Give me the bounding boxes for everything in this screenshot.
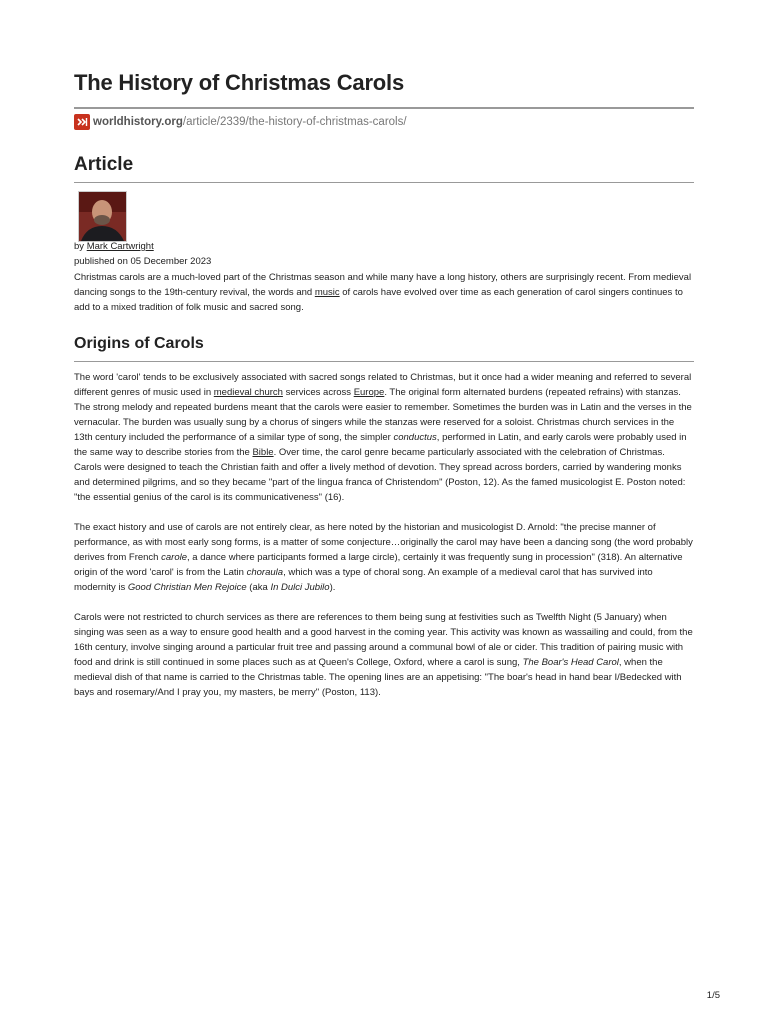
page-number: 1/5 — [706, 990, 720, 1001]
body-paragraph-2: The exact history and use of carols are not entirely clear, as here noted by the historian and musicologist D. Arnold: "the precise manner of performance, as with most early song forms, is a matter of some conjecture…originally the carol may have been a dancing song (the word probably derives from French carole, a dance where participants formed a large circle), certainly it was frequently sung in procession" (318). An alternative origin of the word 'carol' is from the Latin choraula, which was a type of choral song. An example of a medieval carol that has survived into modernity is Good Christian Men Rejoice (aka In Dulci Jubilo). — [74, 522, 693, 593]
source-domain[interactable]: worldhistory.org — [93, 116, 183, 128]
bible-link[interactable]: Bible — [252, 447, 274, 458]
author-avatar — [78, 191, 127, 242]
author-byline — [74, 241, 154, 252]
music-link[interactable]: music — [314, 287, 340, 298]
byline-prefix: by — [74, 241, 87, 252]
source-path[interactable]: /article/2339/the-history-of-christmas-carols/ — [182, 116, 407, 128]
body-paragraph-3: Carols were not restricted to church services as there are references to them being sung at festivities such as Twelfth Night (5 January) when singing was seen as a way to ensure good health and a good harvest in the coming year. This activity was known as wassailing and could, from the 16th century, involve singing around a particular fruit tree and passing around a communal bowl of ale or cider. This tradition of pairing music with food and drink is still continued in some places such as at Queen's College, Oxford, where a carol is sung, The Boar's Head Carol, when the medieval dish of that name is carried to the Christmas table. The opening lines are an appetising: "The boar's head in hand bear I/Bedecked with bays and rosemary/And I pray you, my masters, be merry" (Poston, 113). — [74, 612, 693, 698]
section-heading-origins: Origins of Carols — [74, 335, 204, 352]
worldhistory-logo-icon — [74, 114, 90, 130]
article-divider — [74, 182, 694, 183]
section-body — [74, 370, 694, 715]
published-date: published on 05 December 2023 — [74, 256, 212, 267]
section-divider — [74, 361, 694, 362]
author-link[interactable]: Mark Cartwright — [86, 241, 154, 252]
page-title: The History of Christmas Carols — [74, 70, 404, 95]
intro-paragraph: Christmas carols are a much-loved part of the Christmas season and while many have a long history, others are surprisingly recent. From medieval dancing songs to the 19th-century revival, the words and music of carols have evolved over time as each generation of carol singers continues to add to a mixed tradition of folk music and sacred song. — [74, 272, 692, 313]
title-divider — [74, 107, 694, 109]
europe-link[interactable]: Europe — [353, 387, 385, 398]
medieval-church-link[interactable]: medieval church — [213, 387, 283, 398]
article-heading: Article — [74, 154, 134, 175]
source-link[interactable] — [74, 113, 407, 131]
body-paragraph-1: The word 'carol' tends to be exclusively associated with sacred songs related to Christmas, but it once had a wider meaning and referred to several different genres of music used in medieval church services across Europe. The original form alternated burdens (repeated refrains) with stanzas. The strong melody and repeated burdens meant that the carols were easier to remember. Sometimes the burden was in Latin and the verses in the vernacular. The burden was usually sung by a chorus of singers while the stanzas were reserved for a soloist. Christmas church services in the 13th century included the performance of a similar type of song, the simpler conductus, performed in Latin, and early carols were probably used in the same way to describe stories from the Bible. Over time, the carol genre became particularly associated with the celebration of Christmas. Carols were designed to teach the Christian faith and offer a lively method of devotion. They spread across borders, carried by wandering monks and determined pilgrims, and so they became "part of the lingua franca of Christendom" (Poston, 12). As the famed musicologist E. Poston noted: "the essential genius of the carol is its communicativeness" (16). — [74, 372, 692, 503]
